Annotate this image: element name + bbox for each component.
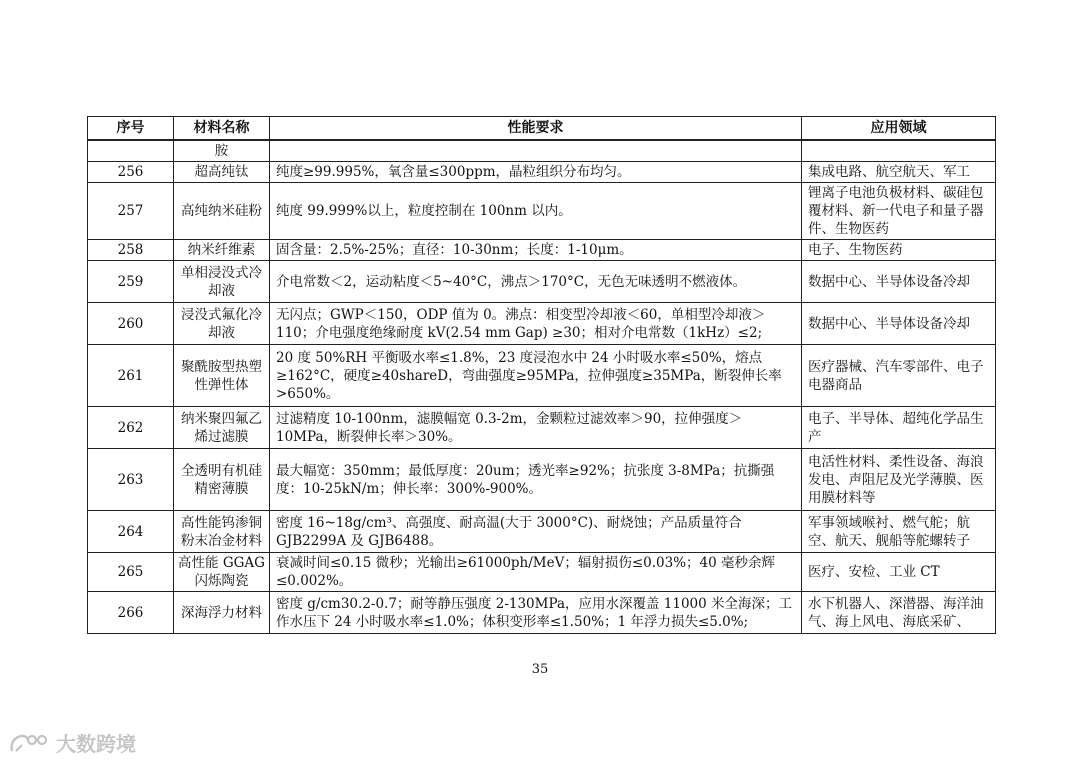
row-number: 260 <box>88 303 174 345</box>
table-row <box>88 511 996 553</box>
performance-requirements: 密度 16~18g/cm³、高强度、耐高温(大于 3000°C)、耐烧蚀；产品质量符合 GJB2299A 及 GJB6488。 <box>270 511 802 553</box>
table-row <box>88 140 996 162</box>
material-name: 胺 <box>174 140 270 162</box>
table-row <box>88 261 996 303</box>
row-number: 256 <box>88 162 174 183</box>
material-name: 浸没式氟化冷却液 <box>174 303 270 345</box>
application-field: 军事领域喉衬、燃气舵；航空、航天、舰船等舵螺转子 <box>802 511 996 553</box>
performance-requirements <box>270 140 802 162</box>
application-field <box>802 140 996 162</box>
application-field: 数据中心、半导体设备冷却 <box>802 261 996 303</box>
table-row <box>88 592 996 634</box>
watermark-text: 大数跨境 <box>56 732 136 756</box>
application-field: 电活性材料、柔性设备、海浪发电、声阻尼及光学薄膜、医用膜材料等 <box>802 449 996 511</box>
performance-requirements: 纯度 99.999%以上，粒度控制在 100nm 以内。 <box>270 183 802 240</box>
application-field: 集成电路、航空航天、军工 <box>802 162 996 183</box>
watermark <box>8 728 136 757</box>
application-field: 锂离子电池负极材料、碳硅包覆材料、新一代电子和量子器件、生物医药 <box>802 183 996 240</box>
application-field: 医疗器械、汽车零部件、电子电器商品 <box>802 345 996 407</box>
row-number: 257 <box>88 183 174 240</box>
row-number: 259 <box>88 261 174 303</box>
materials-table <box>87 116 996 634</box>
performance-requirements: 20 度 50%RH 平衡吸水率≤1.8%，23 度浸泡水中 24 小时吸水率≤50%，熔点≥162°C，硬度≥40shareD，弯曲强度≥95MPa，拉伸强度≥35MPa，断裂伸长率>650%。 <box>270 345 802 407</box>
performance-requirements: 密度 g/cm30.2-0.7；耐等静压强度 2-130MPa，应用水深覆盖 11000 米全海深；工作水压下 24 小时吸水率≤1.0%；体积变形率≤1.50%；1 年浮力损失≤5.0%; <box>270 592 802 634</box>
table-row <box>88 407 996 449</box>
page-number: 35 <box>531 662 549 677</box>
material-name: 纳米聚四氟乙烯过滤膜 <box>174 407 270 449</box>
table-row <box>88 345 996 407</box>
row-number: 264 <box>88 511 174 553</box>
performance-requirements: 固含量：2.5%-25%；直径：10-30nm；长度：1-10μm。 <box>270 240 802 261</box>
row-number: 263 <box>88 449 174 511</box>
row-number: 258 <box>88 240 174 261</box>
performance-requirements: 无闪点；GWP＜150，ODP 值为 0。沸点：相变型冷却液＜60，单相型冷却液＞110；介电强度绝缘耐度 kV(2.54 mm Gap) ≥30；相对介电常数（1kHz）≤2; <box>270 303 802 345</box>
material-name: 高性能钨渗铜粉末冶金材料 <box>174 511 270 553</box>
row-number <box>88 140 174 162</box>
performance-requirements: 纯度≥99.995%，氧含量≤300ppm，晶粒组织分布均匀。 <box>270 162 802 183</box>
row-number: 262 <box>88 407 174 449</box>
material-name: 单相浸没式冷却液 <box>174 261 270 303</box>
table-row <box>88 449 996 511</box>
application-field: 水下机器人、深潜器、海洋油气、海上风电、海底采矿、 <box>802 592 996 634</box>
application-field: 数据中心、半导体设备冷却 <box>802 303 996 345</box>
application-field: 电子、生物医药 <box>802 240 996 261</box>
performance-requirements: 衰减时间≤0.15 微秒；光输出≥61000ph/MeV；辐射损伤≤0.03%；40 毫秒余辉≤0.002%。 <box>270 553 802 592</box>
material-name: 高性能 GGAG 闪烁陶瓷 <box>174 553 270 592</box>
row-number: 266 <box>88 592 174 634</box>
material-name: 超高纯钛 <box>174 162 270 183</box>
material-name: 高纯纳米硅粉 <box>174 183 270 240</box>
table-row <box>88 553 996 592</box>
header-name: 材料名称 <box>174 117 270 141</box>
header-no: 序号 <box>88 117 174 141</box>
row-number: 265 <box>88 553 174 592</box>
table-row <box>88 240 996 261</box>
table-body <box>88 140 996 634</box>
application-field: 医疗、安检、工业 CT <box>802 553 996 592</box>
table-header-row <box>88 117 996 141</box>
row-number: 261 <box>88 345 174 407</box>
performance-requirements: 过滤精度 10-100nm，滤膜幅宽 0.3-2m，金颗粒过滤效率＞90，拉伸强度＞10MPa，断裂伸长率＞30%。 <box>270 407 802 449</box>
performance-requirements: 介电常数＜2，运动粘度＜5~40°C，沸点＞170°C，无色无味透明不燃液体。 <box>270 261 802 303</box>
material-name: 纳米纤维素 <box>174 240 270 261</box>
header-application: 应用领域 <box>802 117 996 141</box>
table-row <box>88 183 996 240</box>
table-row <box>88 162 996 183</box>
performance-requirements: 最大幅宽：350mm；最低厚度：20um；透光率≥92%；抗张度 3-8MPa；抗撕强度：10-25kN/m；伸长率：300%-900%。 <box>270 449 802 511</box>
material-name: 全透明有机硅精密薄膜 <box>174 449 270 511</box>
material-name: 深海浮力材料 <box>174 592 270 634</box>
application-field: 电子、半导体、超纯化学品生产 <box>802 407 996 449</box>
material-name: 聚酰胺型热塑性弹性体 <box>174 345 270 407</box>
table-row <box>88 303 996 345</box>
header-requirements: 性能要求 <box>270 117 802 141</box>
watermark-logo-icon <box>8 731 52 755</box>
